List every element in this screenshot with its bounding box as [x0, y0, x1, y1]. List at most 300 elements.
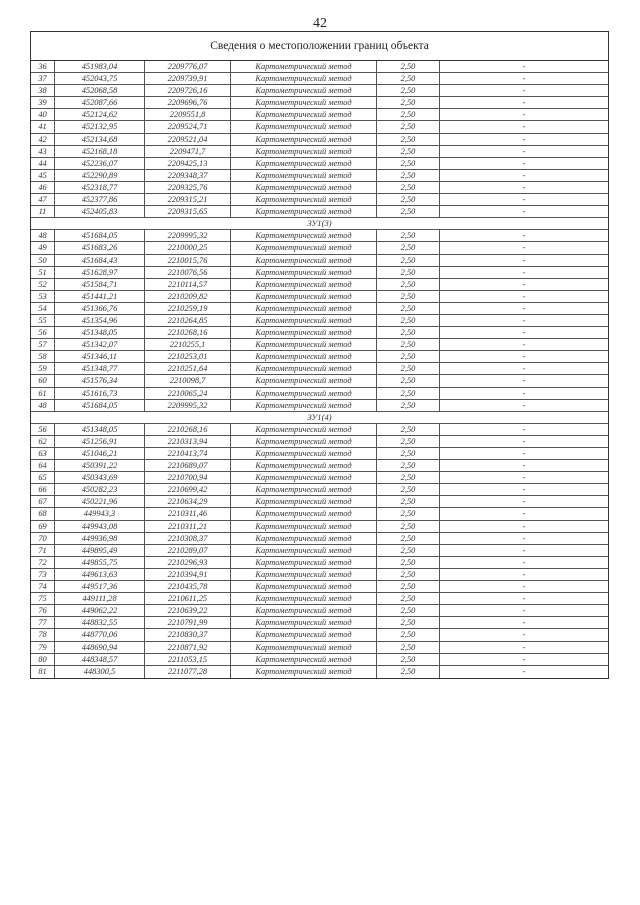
y-coordinate-cell: 2210413,74: [145, 448, 231, 459]
table-row: [31, 472, 608, 484]
section-label: ЗУ1(4): [307, 411, 332, 422]
y-coordinate-cell: 2209726,16: [145, 85, 231, 96]
table-row: [31, 666, 608, 678]
table-row: [31, 242, 608, 254]
point-number-cell: 80: [31, 654, 55, 665]
table-row: [31, 194, 608, 206]
accuracy-cell: 2,50: [377, 255, 440, 266]
description-cell: -: [522, 243, 526, 253]
accuracy-cell: 2,50: [377, 61, 440, 72]
description-cell: -: [522, 569, 526, 579]
x-coordinate-cell: 452168,18: [55, 146, 145, 157]
point-number-cell: 54: [31, 303, 55, 314]
x-coordinate-cell: 451342,07: [55, 339, 145, 350]
point-number-cell: 44: [31, 158, 55, 169]
accuracy-cell: 2,50: [377, 436, 440, 447]
table-row: [31, 617, 608, 629]
accuracy-cell: 2,50: [377, 303, 440, 314]
accuracy-cell: 2,50: [377, 460, 440, 471]
accuracy-cell: 2,50: [377, 85, 440, 96]
accuracy-cell: 2,50: [377, 654, 440, 665]
method-cell: Картометрический метод: [231, 375, 377, 386]
table-row: [31, 460, 608, 472]
y-coordinate-cell: 2209348,37: [145, 170, 231, 181]
description-cell: -: [522, 618, 526, 628]
x-coordinate-cell: 451348,05: [55, 327, 145, 338]
y-coordinate-cell: 2210253,01: [145, 351, 231, 362]
table-row: [31, 375, 608, 387]
accuracy-cell: 2,50: [377, 267, 440, 278]
description-cell: -: [522, 352, 526, 362]
table-row: [31, 158, 608, 170]
description-cell: -: [522, 364, 526, 374]
y-coordinate-cell: 2210435,78: [145, 581, 231, 592]
table-row: [31, 182, 608, 194]
point-number-cell: 47: [31, 194, 55, 205]
x-coordinate-cell: 451684,43: [55, 255, 145, 266]
method-cell: Картометрический метод: [231, 121, 377, 132]
accuracy-cell: 2,50: [377, 424, 440, 435]
x-coordinate-cell: 452132,95: [55, 121, 145, 132]
y-coordinate-cell: 2210311,21: [145, 521, 231, 532]
y-coordinate-cell: 2210098,7: [145, 375, 231, 386]
y-coordinate-cell: 2210289,07: [145, 545, 231, 556]
point-number-cell: 57: [31, 339, 55, 350]
x-coordinate-cell: 450282,23: [55, 484, 145, 495]
method-cell: Картометрический метод: [231, 569, 377, 580]
accuracy-cell: 2,50: [377, 146, 440, 157]
x-coordinate-cell: 451684,05: [55, 400, 145, 411]
method-cell: Картометрический метод: [231, 400, 377, 411]
accuracy-cell: 2,50: [377, 375, 440, 386]
table-row: [31, 170, 608, 182]
point-number-cell: 51: [31, 267, 55, 278]
table-row: [31, 642, 608, 654]
table-row: [31, 146, 608, 158]
accuracy-cell: 2,50: [377, 388, 440, 399]
x-coordinate-cell: 449943,08: [55, 521, 145, 532]
accuracy-cell: 2,50: [377, 315, 440, 326]
x-coordinate-cell: 451616,73: [55, 388, 145, 399]
point-number-cell: 73: [31, 569, 55, 580]
x-coordinate-cell: 451346,11: [55, 351, 145, 362]
table-row: [31, 557, 608, 569]
point-number-cell: 50: [31, 255, 55, 266]
point-number-cell: 70: [31, 533, 55, 544]
description-cell: -: [522, 62, 526, 71]
table-row: [31, 109, 608, 121]
accuracy-cell: 2,50: [377, 629, 440, 640]
table-row: [31, 508, 608, 520]
description-cell: -: [522, 291, 526, 301]
accuracy-cell: 2,50: [377, 593, 440, 604]
description-cell: -: [522, 473, 526, 483]
method-cell: Картометрический метод: [231, 109, 377, 120]
method-cell: Картометрический метод: [231, 73, 377, 84]
point-number-cell: 48: [31, 400, 55, 411]
section-row: [31, 218, 608, 230]
boundary-table: [30, 31, 609, 679]
method-cell: Картометрический метод: [231, 158, 377, 169]
y-coordinate-cell: 2210268,16: [145, 424, 231, 435]
y-coordinate-cell: 2210264,85: [145, 315, 231, 326]
accuracy-cell: 2,50: [377, 339, 440, 350]
description-cell: -: [522, 533, 526, 543]
method-cell: Картометрический метод: [231, 267, 377, 278]
y-coordinate-cell: 2210689,07: [145, 460, 231, 471]
method-cell: Картометрический метод: [231, 315, 377, 326]
description-cell: -: [522, 461, 526, 471]
y-coordinate-cell: 2210308,37: [145, 533, 231, 544]
y-coordinate-cell: 2210639,22: [145, 605, 231, 616]
accuracy-cell: 2,50: [377, 448, 440, 459]
point-number-cell: 56: [31, 424, 55, 435]
accuracy-cell: 2,50: [377, 666, 440, 678]
method-cell: Картометрический метод: [231, 242, 377, 253]
description-cell: -: [522, 642, 526, 652]
description-cell: -: [522, 328, 526, 338]
table-row: [31, 533, 608, 545]
y-coordinate-cell: 2209739,91: [145, 73, 231, 84]
method-cell: Картометрический метод: [231, 363, 377, 374]
method-cell: Картометрический метод: [231, 605, 377, 616]
x-coordinate-cell: 451354,96: [55, 315, 145, 326]
y-coordinate-cell: 2211077,28: [145, 666, 231, 678]
table-row: [31, 605, 608, 617]
point-number-cell: 76: [31, 605, 55, 616]
accuracy-cell: 2,50: [377, 472, 440, 483]
x-coordinate-cell: 451576,34: [55, 375, 145, 386]
x-coordinate-cell: 452087,66: [55, 97, 145, 108]
point-number-cell: 48: [31, 230, 55, 241]
x-coordinate-cell: 451256,91: [55, 436, 145, 447]
y-coordinate-cell: 2209776,07: [145, 61, 231, 72]
x-coordinate-cell: 452124,62: [55, 109, 145, 120]
y-coordinate-cell: 2210791,99: [145, 617, 231, 628]
y-coordinate-cell: 2209425,13: [145, 158, 231, 169]
x-coordinate-cell: 451983,04: [55, 61, 145, 72]
table-row: [31, 291, 608, 303]
method-cell: Картометрический метод: [231, 448, 377, 459]
accuracy-cell: 2,50: [377, 97, 440, 108]
method-cell: Картометрический метод: [231, 460, 377, 471]
table-row: [31, 448, 608, 460]
method-cell: Картометрический метод: [231, 170, 377, 181]
point-number-cell: 77: [31, 617, 55, 628]
x-coordinate-cell: 452318,77: [55, 182, 145, 193]
y-coordinate-cell: 2210313,94: [145, 436, 231, 447]
y-coordinate-cell: 2210065,24: [145, 388, 231, 399]
method-cell: Картометрический метод: [231, 642, 377, 653]
table-row: [31, 569, 608, 581]
point-number-cell: 45: [31, 170, 55, 181]
point-number-cell: 79: [31, 642, 55, 653]
point-number-cell: 55: [31, 315, 55, 326]
point-number-cell: 36: [31, 61, 55, 72]
description-cell: -: [522, 86, 526, 96]
accuracy-cell: 2,50: [377, 158, 440, 169]
accuracy-cell: 2,50: [377, 109, 440, 120]
x-coordinate-cell: 451628,97: [55, 267, 145, 278]
x-coordinate-cell: 449936,98: [55, 533, 145, 544]
page-number: 42: [313, 16, 327, 31]
point-number-cell: 71: [31, 545, 55, 556]
description-cell: -: [522, 74, 526, 84]
x-coordinate-cell: 450343,69: [55, 472, 145, 483]
point-number-cell: 67: [31, 496, 55, 507]
description-cell: -: [522, 666, 526, 676]
description-cell: -: [522, 436, 526, 446]
table-row: [31, 315, 608, 327]
table-row: [31, 73, 608, 85]
accuracy-cell: 2,50: [377, 569, 440, 580]
table-row: [31, 327, 608, 339]
y-coordinate-cell: 2210259,19: [145, 303, 231, 314]
method-cell: Картометрический метод: [231, 206, 377, 217]
x-coordinate-cell: 451348,05: [55, 424, 145, 435]
description-cell: -: [522, 146, 526, 156]
method-cell: Картометрический метод: [231, 654, 377, 665]
description-cell: -: [522, 521, 526, 531]
x-coordinate-cell: 449111,28: [55, 593, 145, 604]
description-cell: -: [522, 122, 526, 132]
y-coordinate-cell: 2209696,76: [145, 97, 231, 108]
table-row: [31, 388, 608, 400]
description-cell: -: [522, 582, 526, 592]
y-coordinate-cell: 2210114,57: [145, 279, 231, 290]
description-cell: -: [522, 340, 526, 350]
x-coordinate-cell: 452377,86: [55, 194, 145, 205]
accuracy-cell: 2,50: [377, 617, 440, 628]
method-cell: Картометрический метод: [231, 146, 377, 157]
y-coordinate-cell: 2211053,15: [145, 654, 231, 665]
description-cell: -: [522, 449, 526, 458]
description-cell: -: [522, 606, 526, 616]
x-coordinate-cell: 449517,36: [55, 581, 145, 592]
table-row: [31, 424, 608, 436]
description-cell: -: [522, 630, 526, 640]
point-number-cell: 60: [31, 375, 55, 386]
x-coordinate-cell: 452290,89: [55, 170, 145, 181]
x-coordinate-cell: 451366,76: [55, 303, 145, 314]
y-coordinate-cell: 2209315,21: [145, 194, 231, 205]
description-cell: -: [522, 195, 526, 205]
description-cell: -: [522, 231, 526, 241]
point-number-cell: 38: [31, 85, 55, 96]
method-cell: Картометрический метод: [231, 581, 377, 592]
point-number-cell: 63: [31, 448, 55, 459]
table-row: [31, 581, 608, 593]
y-coordinate-cell: 2210699,42: [145, 484, 231, 495]
accuracy-cell: 2,50: [377, 557, 440, 568]
y-coordinate-cell: 2209995,32: [145, 230, 231, 241]
table-row: [31, 496, 608, 508]
x-coordinate-cell: 450391,22: [55, 460, 145, 471]
accuracy-cell: 2,50: [377, 521, 440, 532]
table-title: Сведения о местоположении границ объекта: [31, 32, 608, 61]
point-number-cell: 37: [31, 73, 55, 84]
method-cell: Картометрический метод: [231, 629, 377, 640]
y-coordinate-cell: 2210296,93: [145, 557, 231, 568]
method-cell: Картометрический метод: [231, 291, 377, 302]
point-number-cell: 39: [31, 97, 55, 108]
x-coordinate-cell: 451683,26: [55, 242, 145, 253]
point-number-cell: 69: [31, 521, 55, 532]
description-cell: -: [522, 388, 526, 398]
table-row: [31, 267, 608, 279]
accuracy-cell: 2,50: [377, 581, 440, 592]
description-cell: -: [522, 279, 526, 289]
description-cell: -: [522, 654, 526, 664]
table-row: [31, 593, 608, 605]
description-cell: -: [522, 497, 526, 507]
description-cell: -: [522, 376, 526, 386]
description-cell: -: [522, 110, 526, 120]
y-coordinate-cell: 2209995,32: [145, 400, 231, 411]
accuracy-cell: 2,50: [377, 496, 440, 507]
point-number-cell: 68: [31, 508, 55, 519]
method-cell: Картометрический метод: [231, 279, 377, 290]
accuracy-cell: 2,50: [377, 351, 440, 362]
description-cell: -: [522, 255, 526, 265]
method-cell: Картометрический метод: [231, 666, 377, 678]
table-row: [31, 134, 608, 146]
method-cell: Картометрический метод: [231, 182, 377, 193]
description-cell: -: [522, 98, 526, 108]
x-coordinate-cell: 449613,63: [55, 569, 145, 580]
x-coordinate-cell: 449895,49: [55, 545, 145, 556]
table-body: [31, 61, 608, 678]
description-cell: -: [522, 170, 526, 180]
x-coordinate-cell: 452068,58: [55, 85, 145, 96]
method-cell: Картометрический метод: [231, 194, 377, 205]
method-cell: Картометрический метод: [231, 508, 377, 519]
y-coordinate-cell: 2209315,65: [145, 206, 231, 217]
y-coordinate-cell: 2210871,92: [145, 642, 231, 653]
description-cell: -: [522, 207, 526, 217]
accuracy-cell: 2,50: [377, 182, 440, 193]
accuracy-cell: 2,50: [377, 73, 440, 84]
accuracy-cell: 2,50: [377, 242, 440, 253]
description-cell: -: [522, 134, 526, 144]
point-number-cell: 40: [31, 109, 55, 120]
table-row: [31, 61, 608, 73]
accuracy-cell: 2,50: [377, 291, 440, 302]
method-cell: Картометрический метод: [231, 533, 377, 544]
point-number-cell: 52: [31, 279, 55, 290]
accuracy-cell: 2,50: [377, 484, 440, 495]
point-number-cell: 59: [31, 363, 55, 374]
table-row: [31, 654, 608, 666]
x-coordinate-cell: 449943,3: [55, 508, 145, 519]
method-cell: Картометрический метод: [231, 424, 377, 435]
y-coordinate-cell: 2210015,76: [145, 255, 231, 266]
accuracy-cell: 2,50: [377, 134, 440, 145]
accuracy-cell: 2,50: [377, 194, 440, 205]
y-coordinate-cell: 2210209,82: [145, 291, 231, 302]
y-coordinate-cell: 2209524,71: [145, 121, 231, 132]
x-coordinate-cell: 449062,22: [55, 605, 145, 616]
accuracy-cell: 2,50: [377, 605, 440, 616]
description-cell: -: [522, 545, 526, 555]
y-coordinate-cell: 2209471,7: [145, 146, 231, 157]
method-cell: Картометрический метод: [231, 617, 377, 628]
table-row: [31, 339, 608, 351]
method-cell: Картометрический метод: [231, 85, 377, 96]
description-cell: -: [522, 267, 526, 277]
method-cell: Картометрический метод: [231, 545, 377, 556]
section-row: [31, 412, 608, 424]
accuracy-cell: 2,50: [377, 230, 440, 241]
point-number-cell: 49: [31, 242, 55, 253]
point-number-cell: 56: [31, 327, 55, 338]
point-number-cell: 74: [31, 581, 55, 592]
x-coordinate-cell: 451046,21: [55, 448, 145, 459]
table-row: [31, 484, 608, 496]
point-number-cell: 65: [31, 472, 55, 483]
y-coordinate-cell: 2209521,04: [145, 134, 231, 145]
method-cell: Картометрический метод: [231, 557, 377, 568]
y-coordinate-cell: 2210394,91: [145, 569, 231, 580]
method-cell: Картометрический метод: [231, 593, 377, 604]
table-row: [31, 436, 608, 448]
x-coordinate-cell: 452236,07: [55, 158, 145, 169]
method-cell: Картометрический метод: [231, 327, 377, 338]
method-cell: Картометрический метод: [231, 303, 377, 314]
x-coordinate-cell: 448690,94: [55, 642, 145, 653]
table-row: [31, 351, 608, 363]
x-coordinate-cell: 451348,77: [55, 363, 145, 374]
method-cell: Картометрический метод: [231, 484, 377, 495]
table-row: [31, 303, 608, 315]
point-number-cell: 61: [31, 388, 55, 399]
point-number-cell: 64: [31, 460, 55, 471]
table-row: [31, 97, 608, 109]
point-number-cell: 53: [31, 291, 55, 302]
y-coordinate-cell: 2210634,29: [145, 496, 231, 507]
description-cell: -: [522, 158, 526, 168]
accuracy-cell: 2,50: [377, 642, 440, 653]
y-coordinate-cell: 2210255,1: [145, 339, 231, 350]
accuracy-cell: 2,50: [377, 508, 440, 519]
description-cell: -: [522, 400, 526, 410]
method-cell: Картометрический метод: [231, 436, 377, 447]
table-row: [31, 230, 608, 242]
method-cell: Картометрический метод: [231, 351, 377, 362]
x-coordinate-cell: 449855,75: [55, 557, 145, 568]
accuracy-cell: 2,50: [377, 170, 440, 181]
table-row: [31, 121, 608, 133]
y-coordinate-cell: 2210076,56: [145, 267, 231, 278]
table-row: [31, 629, 608, 641]
y-coordinate-cell: 2210268,16: [145, 327, 231, 338]
x-coordinate-cell: 448300,5: [55, 666, 145, 678]
description-cell: -: [522, 424, 526, 434]
method-cell: Картометрический метод: [231, 61, 377, 72]
point-number-cell: 78: [31, 629, 55, 640]
accuracy-cell: 2,50: [377, 400, 440, 411]
point-number-cell: 62: [31, 436, 55, 447]
x-coordinate-cell: 448348,57: [55, 654, 145, 665]
description-cell: -: [522, 509, 526, 519]
x-coordinate-cell: 452405,83: [55, 206, 145, 217]
y-coordinate-cell: 2210000,25: [145, 242, 231, 253]
accuracy-cell: 2,50: [377, 533, 440, 544]
x-coordinate-cell: 450221,96: [55, 496, 145, 507]
table-row: [31, 255, 608, 267]
method-cell: Картометрический метод: [231, 388, 377, 399]
description-cell: -: [522, 594, 526, 604]
